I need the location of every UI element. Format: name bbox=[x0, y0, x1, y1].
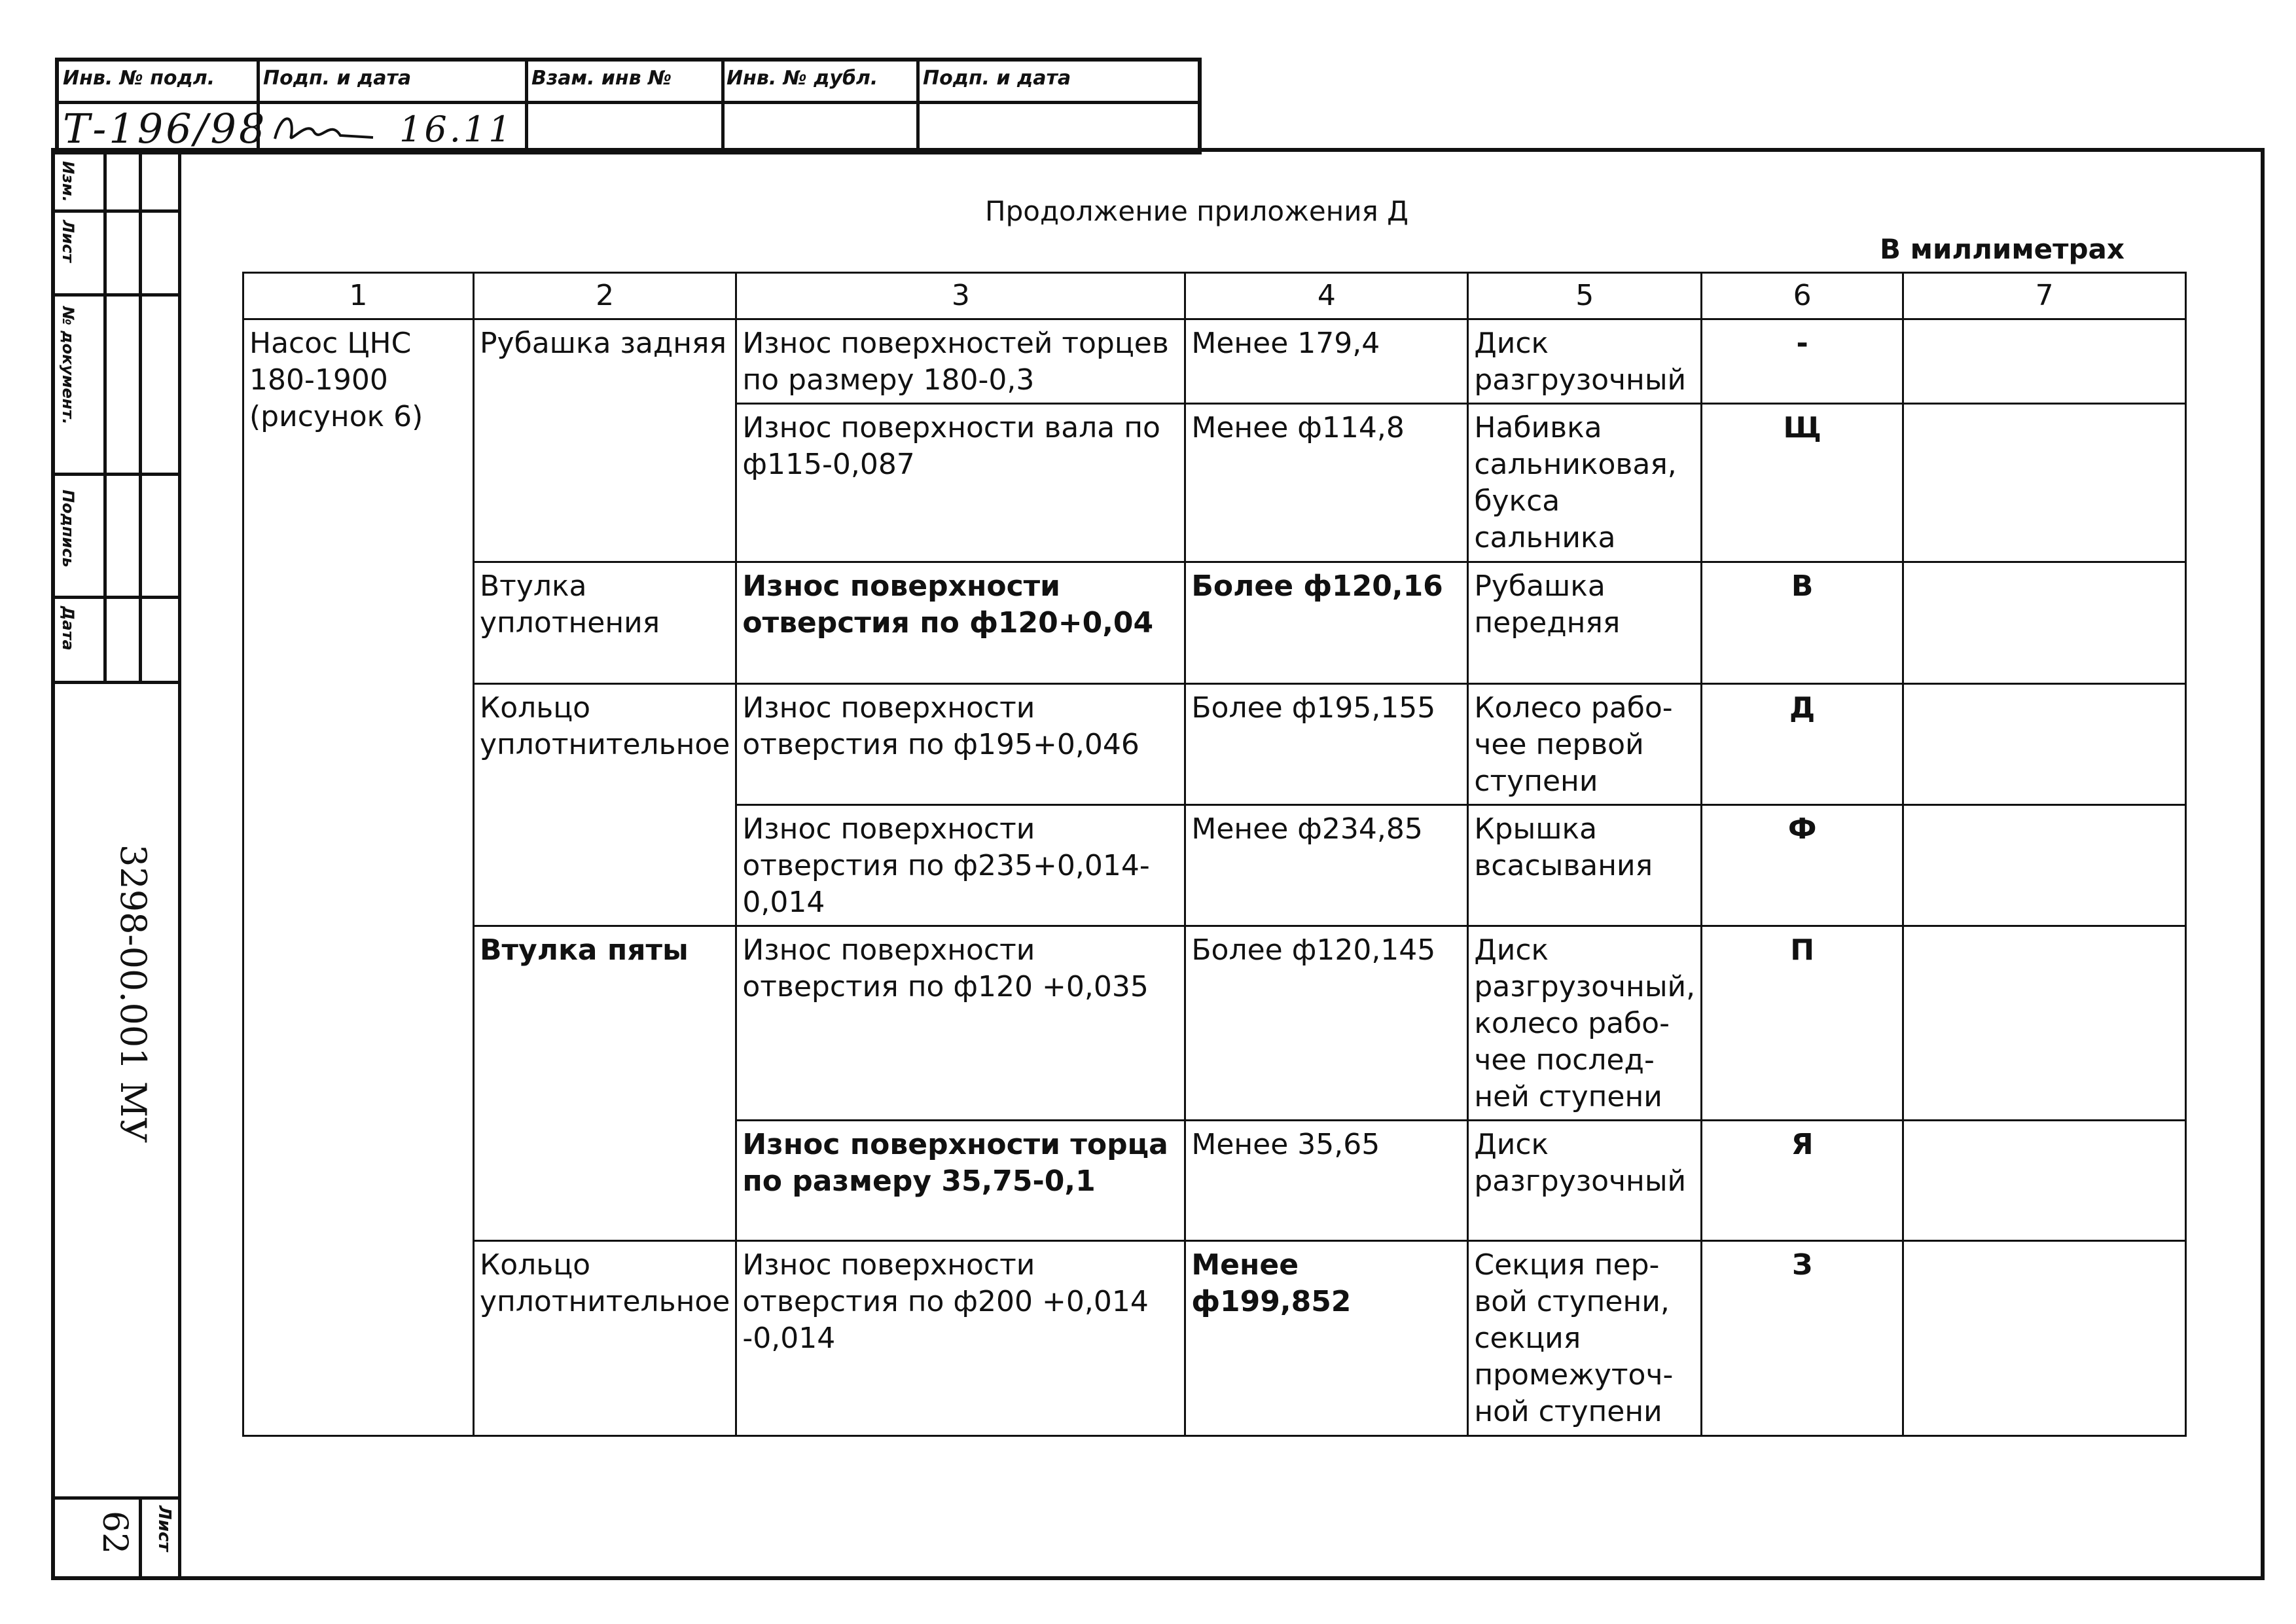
limit-cell: Более ф195,155 bbox=[1185, 684, 1468, 805]
stamp-inv-number: Т-196/98 bbox=[63, 105, 268, 153]
table-row bbox=[243, 684, 2186, 805]
code-cell: З bbox=[1702, 1241, 1903, 1436]
stamp-date: 16.11 bbox=[399, 109, 514, 150]
related-part-cell: Диск разгрузочный bbox=[1468, 319, 1702, 404]
stamp-header-inv-podl: Инв. № подл. bbox=[63, 67, 215, 90]
limit-cell: Менее ф199,852 bbox=[1185, 1241, 1468, 1436]
note-cell bbox=[1903, 562, 2186, 684]
units-label: В миллиметрах bbox=[1879, 233, 2125, 265]
pump-name-cell: Насос ЦНС 180-1900 (рисунок 6) bbox=[243, 319, 474, 1436]
note-cell bbox=[1903, 926, 2186, 1121]
stamp-header-inv-dubl: Инв. № дубл. bbox=[726, 67, 878, 90]
limit-cell: Более ф120,145 bbox=[1185, 926, 1468, 1121]
related-part-cell: Рубашка передняя bbox=[1468, 562, 1702, 684]
strip-label-podpis: Подпись bbox=[59, 490, 77, 568]
part-name-cell: Рубашка задняя bbox=[474, 319, 736, 562]
sheet-label: Лист bbox=[154, 1506, 174, 1552]
defect-cell: Износ поверхности торца по размеру 35,75-0,1 bbox=[736, 1121, 1185, 1241]
note-cell bbox=[1903, 684, 2186, 805]
column-header: 5 bbox=[1468, 273, 1702, 319]
related-part-cell: Диск разгрузочный, колесо рабо-чее послед-ней ступени bbox=[1468, 926, 1702, 1121]
part-name-cell: Втулка уплотнения bbox=[474, 562, 736, 684]
defect-cell: Износ поверхностей торцев по размеру 180-0,3 bbox=[736, 319, 1185, 404]
note-cell bbox=[1903, 1121, 2186, 1241]
code-cell: Я bbox=[1702, 1121, 1903, 1241]
limit-cell: Более ф120,16 bbox=[1185, 562, 1468, 684]
stamp-header-podp-data: Подп. и дата bbox=[263, 67, 412, 90]
limit-cell: Менее ф234,85 bbox=[1185, 805, 1468, 926]
note-cell bbox=[1903, 805, 2186, 926]
column-header: 1 bbox=[243, 273, 474, 319]
defect-cell: Износ поверхности отверстия по ф120+0,04 bbox=[736, 562, 1185, 684]
stamp-header-vzam-inv: Взам. инв № bbox=[531, 67, 672, 90]
related-part-cell: Секция пер-вой ступени, секция промежуточ-ной ступени bbox=[1468, 1241, 1702, 1436]
limit-cell: Менее 35,65 bbox=[1185, 1121, 1468, 1241]
code-cell: П bbox=[1702, 926, 1903, 1121]
table-row bbox=[243, 562, 2186, 684]
code-cell: Д bbox=[1702, 684, 1903, 805]
column-header: 7 bbox=[1903, 273, 2186, 319]
related-part-cell: Колесо рабо-чее первой ступени bbox=[1468, 684, 1702, 805]
table-row bbox=[243, 926, 2186, 1121]
stamp-header-podp-data-2: Подп. и дата bbox=[923, 67, 1071, 90]
related-part-cell: Набивка сальниковая, букса сальника bbox=[1468, 404, 1702, 562]
part-name-cell: Кольцо уплотнительное bbox=[474, 684, 736, 926]
related-part-cell: Диск разгрузочный bbox=[1468, 1121, 1702, 1241]
handwritten-signature bbox=[268, 106, 380, 152]
strip-label-list: Лист bbox=[59, 220, 77, 262]
table-row bbox=[243, 319, 2186, 404]
defects-table bbox=[242, 272, 2187, 1437]
note-cell bbox=[1903, 404, 2186, 562]
column-header: 6 bbox=[1702, 273, 1903, 319]
table-header-row bbox=[243, 273, 2186, 319]
code-cell: В bbox=[1702, 562, 1903, 684]
note-cell bbox=[1903, 319, 2186, 404]
defect-cell: Износ поверхности отверстия по ф195+0,046 bbox=[736, 684, 1185, 805]
related-part-cell: Крышка всасывания bbox=[1468, 805, 1702, 926]
part-name-cell: Кольцо уплотнительное bbox=[474, 1241, 736, 1436]
code-cell: Ф bbox=[1702, 805, 1903, 926]
strip-label-izm: Изм. bbox=[59, 161, 77, 202]
note-cell bbox=[1903, 1241, 2186, 1436]
part-name-cell: Втулка пяты bbox=[474, 926, 736, 1241]
title-stamp bbox=[55, 58, 1202, 154]
defect-cell: Износ поверхности вала по ф115-0,087 bbox=[736, 404, 1185, 562]
defect-cell: Износ поверхности отверстия по ф235+0,014-0,014 bbox=[736, 805, 1185, 926]
continuation-title: Продолжение приложения Д bbox=[985, 195, 1408, 227]
column-header: 2 bbox=[474, 273, 736, 319]
sheet-number: 62 bbox=[95, 1511, 134, 1555]
defect-cell: Износ поверхности отверстия по ф120 +0,035 bbox=[736, 926, 1185, 1121]
document-code: 3298-00.001 МУ bbox=[113, 844, 154, 1144]
code-cell: - bbox=[1702, 319, 1903, 404]
strip-label-document: № документ. bbox=[59, 306, 77, 425]
table-row bbox=[243, 1241, 2186, 1436]
column-header: 3 bbox=[736, 273, 1185, 319]
code-cell: Щ bbox=[1702, 404, 1903, 562]
limit-cell: Менее 179,4 bbox=[1185, 319, 1468, 404]
defect-cell: Износ поверхности отверстия по ф200 +0,014 -0,014 bbox=[736, 1241, 1185, 1436]
strip-label-data: Дата bbox=[59, 606, 77, 651]
limit-cell: Менее ф114,8 bbox=[1185, 404, 1468, 562]
column-header: 4 bbox=[1185, 273, 1468, 319]
